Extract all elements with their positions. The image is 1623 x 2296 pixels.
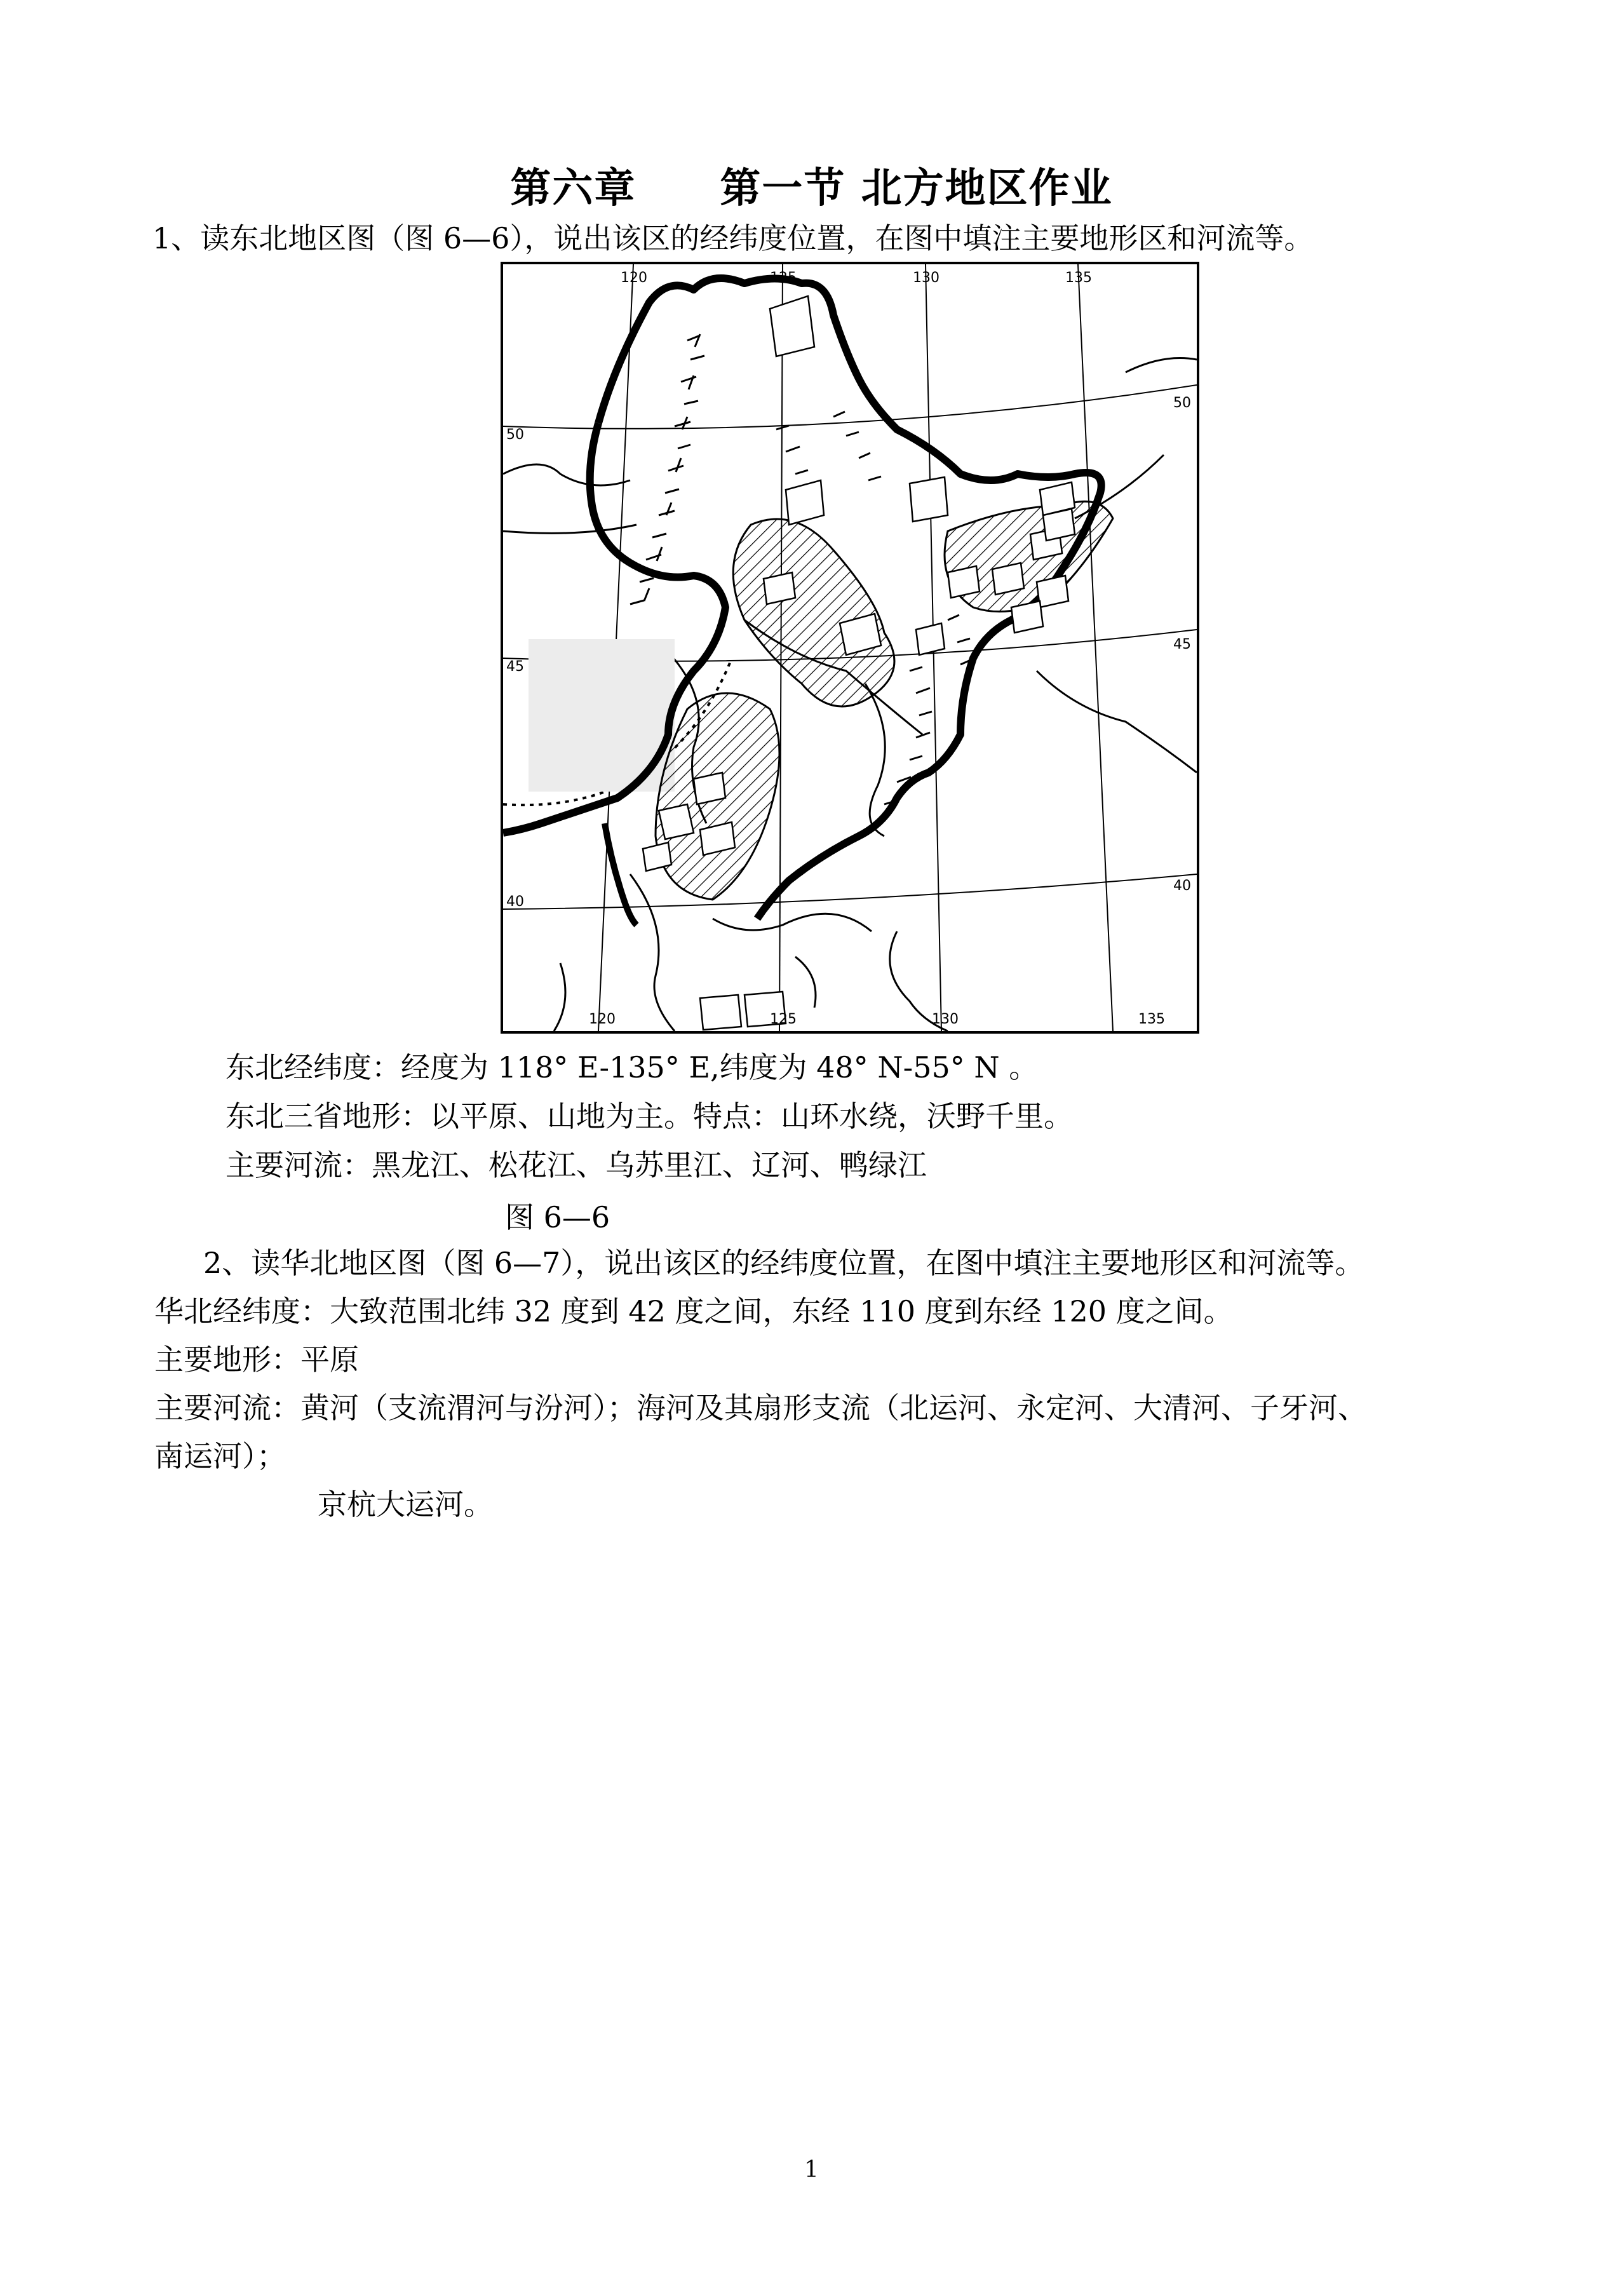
lon-label-bottom-120: 120 xyxy=(589,1011,616,1027)
page-number: 1 xyxy=(804,2157,819,2183)
figure-caption: 图 6—6 xyxy=(505,1200,610,1234)
lon-label-top-120: 120 xyxy=(621,270,647,286)
answer-terrain: 东北三省地形：以平原、山地为主。特点：山环水绕，沃野千里。 xyxy=(226,1099,1073,1133)
question-1-prompt: 1、读东北地区图（图 6—6），说出该区的经纬度位置，在图中填注主要地形区和河流等。 xyxy=(152,221,1314,255)
lat-label-left-40: 40 xyxy=(506,894,524,910)
lat-label-left-50: 50 xyxy=(506,427,524,443)
answer-rivers: 主要河流：黑龙江、松花江、乌苏里江、辽河、鸭绿江 xyxy=(226,1148,927,1182)
q2-line-rivers-cont: 南运河）； xyxy=(154,1439,286,1473)
lat-label-left-45: 45 xyxy=(506,659,524,675)
q2-line-lat-lon: 华北经纬度：大致范围北纬 32 度到 42 度之间，东经 110 度到东经 120 度之间。 xyxy=(154,1294,1233,1328)
songnen-plain xyxy=(733,519,894,706)
lon-label-bottom-130: 130 xyxy=(932,1011,959,1027)
q2-line-terrain: 主要地形：平原 xyxy=(154,1342,359,1377)
lon-label-top-130: 130 xyxy=(913,270,939,286)
question-2-prompt: 2、读华北地区图（图 6—7），说出该区的经纬度位置，在图中填注主要地形区和河流等。 xyxy=(203,1246,1364,1280)
q2-line-canal: 京杭大运河。 xyxy=(318,1487,493,1522)
northeast-china-map xyxy=(501,262,1199,1034)
page-title: 第六章 第一节 北方地区作业 xyxy=(510,165,1113,212)
lon-label-bottom-125: 125 xyxy=(770,1011,797,1027)
lat-label-right-50: 50 xyxy=(1173,395,1191,411)
lat-label-right-45: 45 xyxy=(1173,637,1191,652)
lon-label-top-135: 135 xyxy=(1065,270,1092,286)
q2-line-rivers: 主要河流：黄河（支流渭河与汾河）；海河及其扇形支流（北运河、永定河、大清河、子牙河、 xyxy=(154,1391,1367,1425)
liaoning-border xyxy=(605,823,636,925)
answer-lat-lon: 东北经纬度：经度为 118° E-135° E,纬度为 48° N-55° N 。 xyxy=(226,1050,1039,1084)
lon-label-bottom-135: 135 xyxy=(1138,1011,1165,1027)
lon-label-top-125: 125 xyxy=(770,270,797,286)
lat-label-right-40: 40 xyxy=(1173,878,1191,894)
